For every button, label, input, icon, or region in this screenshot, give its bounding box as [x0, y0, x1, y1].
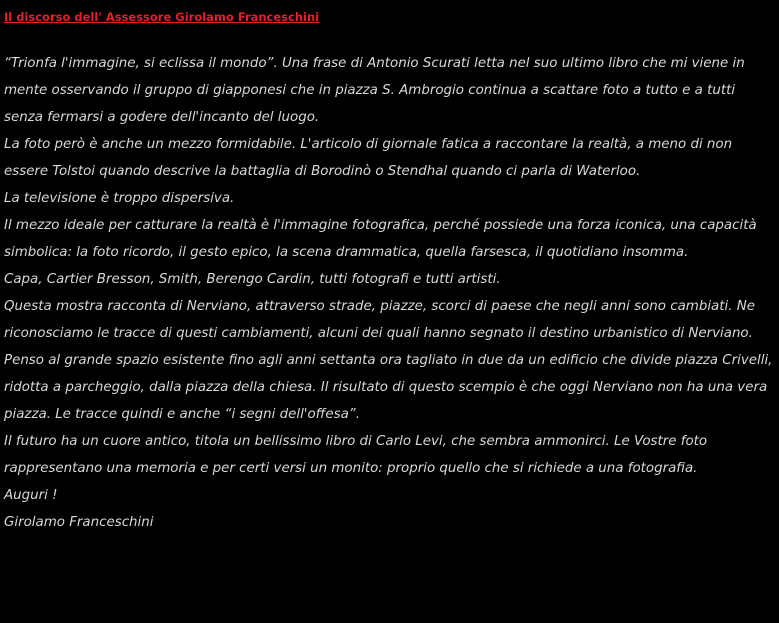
- paragraph-quote-intro: “Trionfa l'immagine, si eclissa il mondo”. Una frase di Antonio Scurati letta nel suo ultimo libro che mi viene in mente osservando il gruppo di giapponesi che in piazza S. Ambrogio continua a scattare foto a tutto e a tutti senza fermarsi a godere dell'incanto del luogo.: [4, 56, 745, 125]
- article-title: Il discorso dell' Assessore Girolamo Franceschini: [4, 10, 320, 24]
- paragraph-ideal-medium: Il mezzo ideale per catturare la realtà è l'immagine fotografica, perché possiede una forza iconica, una capacità simbolica: la foto ricordo, il gesto epico, la scena drammatica, quella farsesca, il quotidiano insomma.: [4, 218, 757, 260]
- paragraph-photo-medium: La foto però è anche un mezzo formidabile. L'articolo di giornale fatica a raccontare la realtà, a meno di non essere Tolstoi quando descrive la battaglia di Borodinò o Stendhal quando ci parla di Waterloo.: [4, 137, 733, 179]
- paragraph-future: Il futuro ha un cuore antico, titola un bellissimo libro di Carlo Levi, che sembra ammonirci. Le Vostre foto rappresentano una memoria e per certi versi un monito: proprio quello che si richiede a una fotografia.: [4, 434, 708, 476]
- paragraph-photographers: Capa, Cartier Bresson, Smith, Berengo Cardin, tutti fotografi e tutti artisti.: [4, 272, 501, 287]
- paragraph-exhibition: Questa mostra racconta di Nerviano, attraverso strade, piazze, scorci di paese che negli anni sono cambiati. Ne riconosciamo le tracce di questi cambiamenti, alcuni dei quali hanno segnato il destino urbanistico di Nerviano. Penso al grande spazio esistente fino agli anni settanta ora tagliato in due da un edificio che divide piazza Crivelli, ridotta a parcheggio, dalla piazza della chiesa. Il risultato di questo scempio è che oggi Nerviano non ha una vera piazza. Le tracce quindi e anche “i segni dell'offesa”.: [4, 299, 773, 422]
- paragraph-television: La televisione è troppo dispersiva.: [4, 191, 235, 206]
- paragraph-greetings: Auguri !: [4, 488, 58, 503]
- signature-text: Girolamo Franceschini: [4, 515, 154, 530]
- article-body: [4, 50, 776, 536]
